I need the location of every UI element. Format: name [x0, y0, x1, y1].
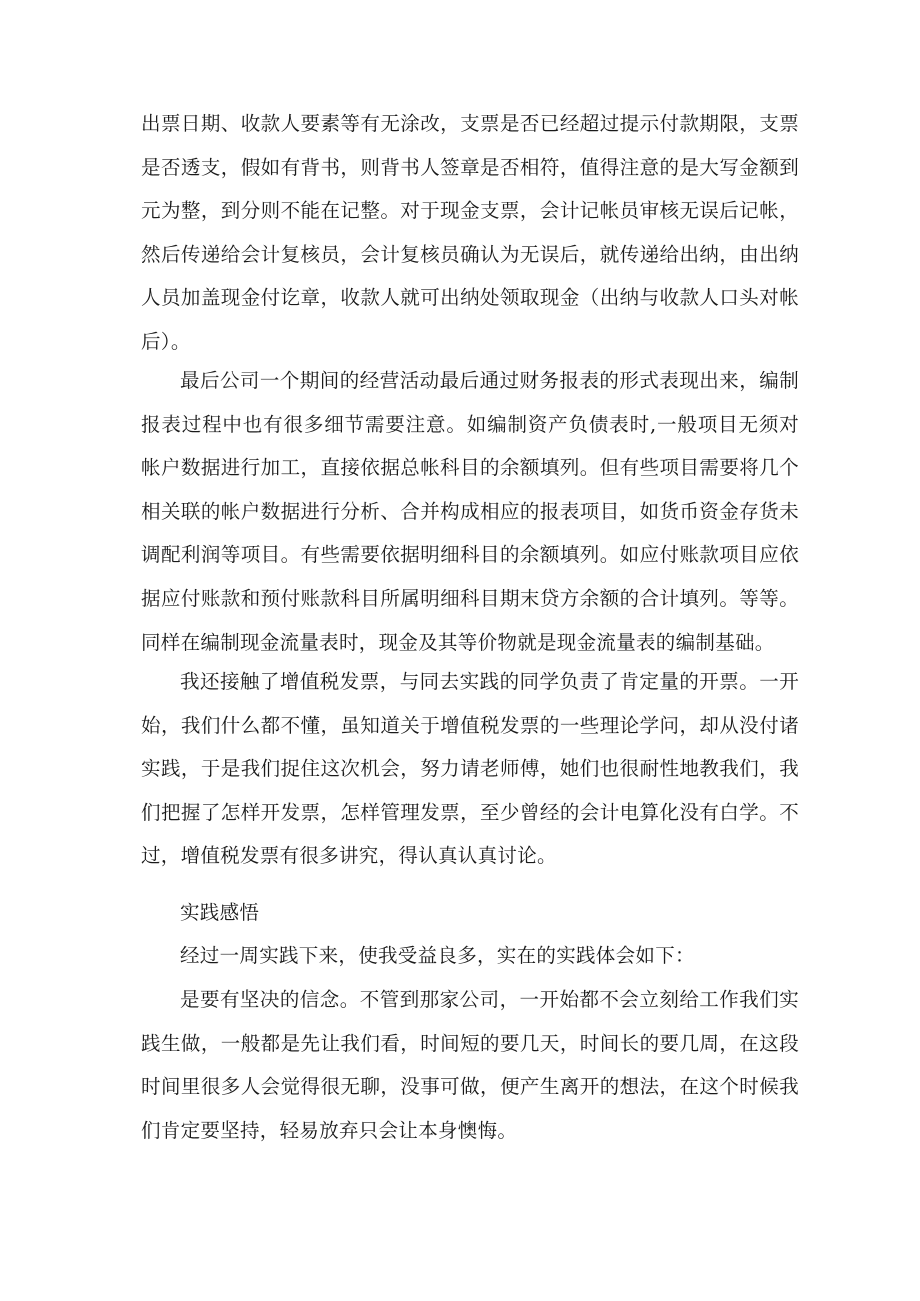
paragraph-vat-invoices: 我还接触了增值税发票，与同去实践的同学负责了肯定量的开票。一开始，我们什么都不懂，虽知道关于增值税发票的一些理论学问，却从没付诸实践，于是我们捉住这次机会，努力请老师傅，她们也很耐性地教我们，我们把握了怎样开发票，怎样管理发票，至少曾经的会计电算化没有白学。不过，增值税发票有很多讲究，得认真认真讨论。 — [141, 670, 799, 868]
section-heading-practice-insights: 实践感悟 — [180, 901, 260, 924]
paragraph-financial-statements: 最后公司一个期间的经营活动最后通过财务报表的形式表现出来，编制报表过程中也有很多细节需要注意。如编制资产负债表时,一般项目无须对帐户数据进行加工，直接依据总帐科目的余额填列。但有些项目需要将几个相关联的帐户数据进行分析、合并构成相应的报表项目，如货币资金存货未调配利润等项目。有些需要依据明细科目的余额填列。如应付账款项目应依据应付账款和预付账款科目所属明细科目期末贷方余额的合计填列。等等。同样在编制现金流量表时，现金及其等价物就是现金流量表的编制基础。 — [141, 369, 799, 654]
paragraph-week-summary: 经过一周实践下来，使我受益良多，实在的实践体会如下： — [180, 944, 695, 967]
paragraph-check-review: 出票日期、收款人要素等有无涂改，支票是否已经超过提示付款期限，支票是否透支，假如有背书，则背书人签章是否相符，值得注意的是大写金额到元为整，到分则不能在记整。对于现金支票，会计记帐员审核无误后记帐，然后传递给会计复核员，会计复核员确认为无误后，就传递给出纳，由出纳人员加盖现金付讫章，收款人就可出纳处领取现金（出纳与收款人口头对帐后）。 — [141, 112, 799, 353]
paragraph-firm-belief: 是要有坚决的信念。不管到那家公司，一开始都不会立刻给工作我们实践生做，一般都是先让我们看，时间短的要几天，时间长的要几周，在这段时间里很多人会觉得很无聊，没事可做，便产生离开的想法，在这个时候我们肯定要坚持，轻易放弃只会让本身懊悔。 — [141, 988, 799, 1142]
